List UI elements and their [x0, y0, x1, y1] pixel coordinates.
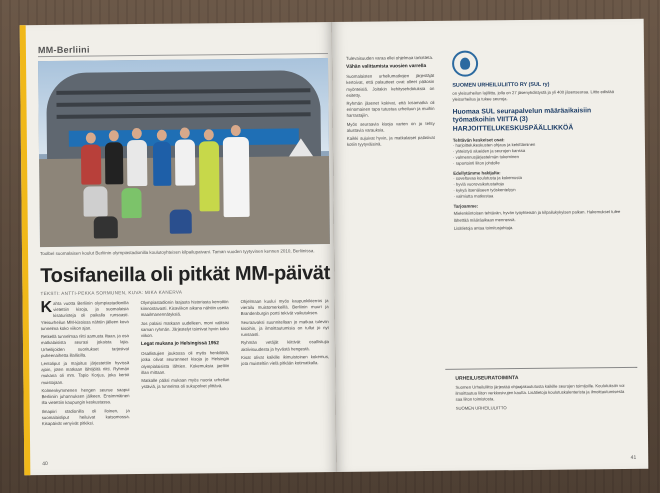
section-subheading: Edellytämme hakijalta: [453, 170, 501, 176]
list-item: · harjoittelukeskusten ohjaus ja kehittäminen [452, 141, 536, 148]
section-label: MM-Berliini [37, 44, 90, 56]
paragraph: Ryhmän vetäjät kiittivät osallistujia aktiivisuudesta ja hyvästä hengestä. [240, 339, 330, 352]
list-item: · yhteistyö alueiden ja seurojen kanssa [452, 147, 526, 154]
paragraph: Kolmenkymmenen hengen seurue saapui Berliiniin juhannuksen jälkeen. Ensimmäinen ilta vietettiin kaupungin keskustassa. [41, 386, 130, 406]
article-column-3 [241, 298, 330, 369]
subheading: Legat mukana jo Helsingissä 1952 [140, 341, 219, 348]
paragraph: Myös seuraavia kisoja varten on jo tehty alustavia varauksia. [346, 120, 435, 133]
job-ad-heading: Huomaa SUL seurapalvelun määräaikaisiin työmatkoihin VIITTA (3) HARJOITTELUKESKUSPÄÄLLIKKÖÄ [452, 107, 592, 133]
article-column-1 [41, 300, 130, 429]
paragraph: Jos palaisi matkaan uudelleen, moni valitsisi saman ryhmän. Järjestelyt toimivat hyvin koko viikon. [140, 319, 229, 339]
paragraph: Osallistujien joukossa oli myös henkilöitä, jotka olivat seuranneet kisoja jo Helsingin olympialaisista lähtien. Kokemuksia jaettiin illan mittaan. [141, 350, 230, 375]
paragraph: Ohjelmaan kuului myös kaupunkikierros ja vierailu muistomerkeillä. Berliinin muuri ja Brandenburgin portti tekivät vaikutuksen. [240, 298, 329, 317]
list-item: · kykyä itsenäiseen työskentelyyn [453, 187, 516, 193]
info-box-title: URHEILUSEURATOIMINTA [455, 375, 519, 382]
paragraph: Lentoliput ja majoitus järjestettiin hyvissä ajoin, joten matkaan lähtijöitä riitti. Ryhmän mukana oli mm. Tapio Korjus, joka kertoi muistojaan. [41, 360, 130, 385]
info-box [445, 367, 638, 451]
article-headline: Tosifaneilla oli pitkät MM-päivät [40, 262, 331, 288]
list-item: · valmennusjärjestelmän tukeminen [453, 153, 519, 160]
section-subheading: Tarjoamme: [453, 203, 479, 210]
subheading: Vähän valittamista vuosien varrella [346, 64, 427, 71]
paragraph: Ilmapiiri stadionilla oli iloinen, ja suomalaisliput heiluivat katsomossa. Kisapäivät venyivät pitkiksi. [41, 407, 130, 427]
drop-cap: K [40, 298, 53, 317]
article-column-2 [141, 299, 230, 392]
group-photo [38, 58, 330, 247]
list-item: · hyviä vuorovaikutustaitoja [453, 181, 504, 187]
paragraph: Seuraavaksi suunnitellaan jo matkaa tuleviin kisoihin, ja ilmoittautumisia on tullut jo nyt runsaasti. [240, 318, 329, 338]
photo-caption: Toolbel suomalaisen koulut Berliinin olympiastadionilla koulutoyhteisen kilpailupaivani. Taman vuoden tyytyvinen kennen 2010, Berliinissa. [40, 248, 315, 257]
paragraph: Matkalle pääsi mukaan myös nuoria urheilun ystäviä, ja tunnelma oli sukupolvet ylittävä. [141, 377, 230, 390]
magazine-spread [20, 19, 649, 476]
paragraph: Retkellä tunnelmaa riitti aamusta iltaan, ja osa matkalaisista seurasi jokaista lajia. Urheilijoiden suoritukset tarjosivat puheenaihetta illallisilla. [40, 333, 130, 358]
duties-list [453, 141, 625, 167]
paragraph: Ryhmän jäsenet kokivat, että kisamatka oli erinomainen tapa tutustua urheiluun ja muihin harrastajiin. [346, 99, 435, 119]
article-column-4 [346, 55, 435, 150]
info-box-signature: SUOMEN URHEILULIITTO [455, 405, 507, 412]
page-number: 41 [630, 454, 637, 461]
list-item: · soveltuvaa koulutusta ja kokemusta [453, 175, 522, 181]
right-page [332, 19, 649, 472]
byline: TEKSTI: ANTTI-PEKKA SORMUNEN, KUVA: MIKA KANERVA [40, 289, 183, 297]
paragraph: Suomalaisten urheilumatkojen järjestäjät kertoivat, että palautteet ovat olleet pääosin myönteisiä. Joitakin kehitysehdotuksia on esitetty. [346, 73, 435, 98]
list-item: · raportointi liiton johdolle [453, 160, 500, 166]
page-number: 40 [42, 461, 48, 468]
paragraph: Kaikki sujuivat hyvin, ja matkalaiset palasivat kotiin tyytyväisinä. [346, 135, 435, 148]
list-item: · valmiutta matkustaa [453, 193, 494, 200]
requirements-list [453, 174, 625, 200]
info-box-text: Suomen Urheiluliitto järjestää ohjaajakoulutusta kaikille seurojen toimijoille. Koulutuksiin voi ilmoittautua liiton verkkosivujen kautta. Lisätietoja koulutuskalenterista ja ilmoittautumisesta saa liiton toimistosta. [455, 382, 625, 402]
section-subheading: Tehtävän keskeiset osat: [452, 136, 505, 143]
paragraph: Kisat olivat kaikille ikimuistoinen kokemus, jota muisteltiin vielä pitkään kotimatkalla. [241, 353, 330, 366]
paragraph: Tulevaisuuden varaa ellei ohjelmaa tarkisteta. [345, 54, 434, 61]
left-page [20, 22, 337, 475]
paragraph: ahta vuotta Berliinin olympiastadionilla vietettiin kisoja, ja suomalaisia kisaturisteja oli paikalla runsaasti. Yleisurheilun MM-kisoissa nähtiin jälleen kova tunnelma koko viikon ajan. [40, 300, 129, 331]
organization-intro: on yleisurheilun lajiliitto, jolla on 27 jäsenyhdistystä ja yli 400 jäsenseuraa. Liitto edistää yleisurheilua ja tukee seuroja. [452, 89, 614, 102]
offer-text: Mielenkiintoisen tehtävän, hyvän työyhteisön ja kilpailukykyisen palkan. Hakemukset tulee lähettää määräaikaan mennessä. [453, 209, 621, 223]
paragraph: Olympiastadionin laajasta historiasta kerrottiin kiinnostavasti. Kisaviikon aikana nähtiin useita maailmanennätyksiä. [140, 299, 229, 318]
organization-name: SUOMEN URHEILULIITTO RY (SUL ry) [452, 81, 550, 89]
organization-logo [452, 50, 478, 76]
job-ad-sidebar [442, 39, 637, 363]
contact-text: Lisätietoja antaa toimitusjohtaja. [453, 224, 514, 231]
